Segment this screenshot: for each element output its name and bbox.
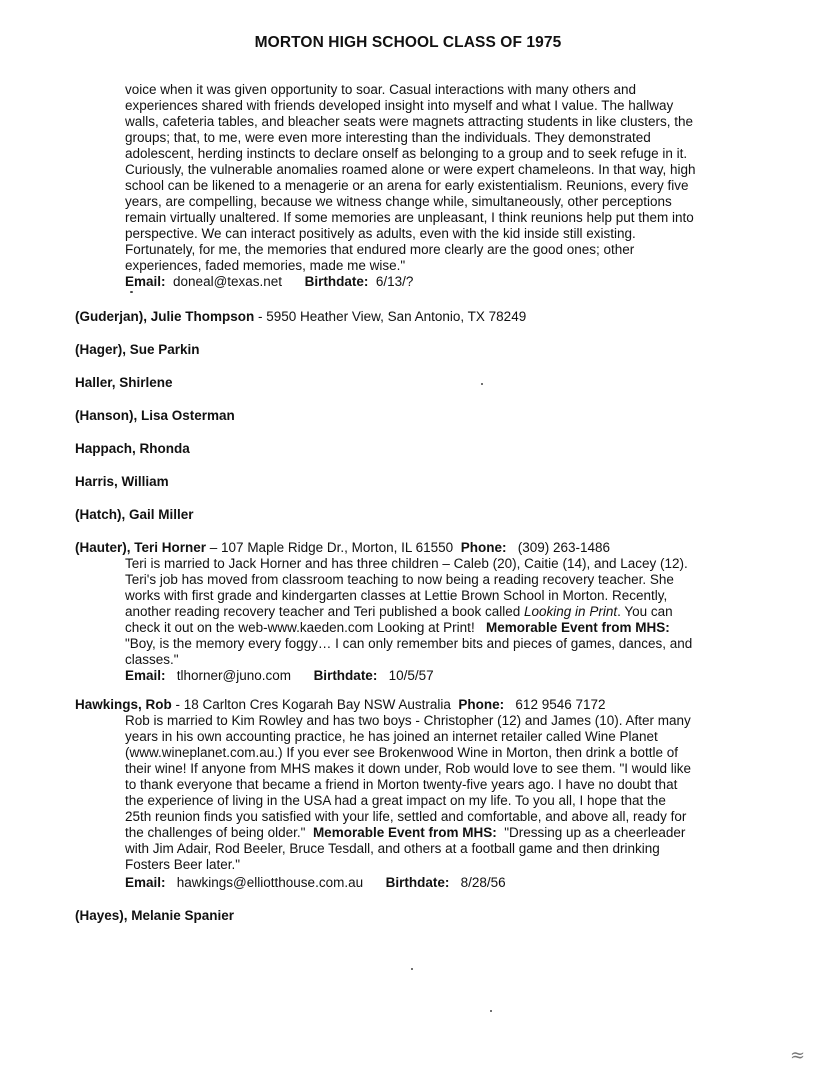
bio-text: . You can (617, 604, 673, 619)
entry-happach (75, 441, 735, 457)
bio-line: to thank everyone that became a friend in Morton twenty-five years ago. I have no doubt that (125, 777, 678, 792)
entry-hawkings (75, 697, 735, 891)
entry-name: (Hager), Sue Parkin (75, 342, 200, 357)
phone-label: Phone: (460, 540, 507, 555)
book-title: Looking in Print (524, 604, 618, 619)
bio-line: Fosters Beer later." (125, 857, 241, 872)
entry-name: (Hayes), Melanie Spanier (75, 908, 235, 923)
continued-testimonial (75, 82, 735, 290)
contact-line (125, 274, 735, 290)
testimonial-line: Curiously, the vulnerable anomalies roamed alone or were expert chameleons. In that way, high (125, 162, 696, 177)
entry-name: Happach, Rhonda (75, 441, 190, 456)
bio-line: Teri is married to Jack Horner and has three children – Caleb (20), Caitie (14), and Lacey (12). (125, 556, 688, 571)
testimonial-line: remain virtually unaltered. If some memories are unpleasant, I think reunions help put them into (125, 210, 694, 225)
pencil-mark: ≈ (790, 1045, 806, 1066)
bio-text: check it out on the web-www.kaeden.com Looking at Print! (125, 620, 486, 635)
entry-name: (Hanson), Lisa Osterman (75, 408, 235, 423)
scan-speck (130, 291, 133, 293)
testimonial-line: experiences, faded memories, made me wise." (125, 258, 406, 273)
birthdate-label: Birthdate: (385, 875, 450, 890)
scan-speck (490, 1010, 492, 1012)
testimonial-line: groups; that, to me, were even more interesting than the individuals. They demonstrated (125, 130, 651, 145)
entry-name: Harris, William (75, 474, 169, 489)
birthdate-label: Birthdate: (304, 274, 369, 289)
contact-line (125, 875, 735, 891)
bio-line: "Boy, is the memory every foggy… I can only remember bits and pieces of games, dances, and (125, 636, 693, 651)
bio-line: works with first grade and kindergarten classes at Lettie Brown School in Morton. Recently, (125, 588, 668, 603)
email-value: tlhorner@juno.com (176, 668, 292, 683)
phone-label: Phone: (458, 697, 505, 712)
scan-speck (481, 383, 483, 385)
email-value: hawkings@elliotthouse.com.au (176, 875, 364, 890)
entry-harris (75, 474, 735, 490)
bio-line (125, 604, 735, 620)
phone-value: 612 9546 7172 (515, 697, 606, 712)
testimonial-line: school can be likened to a menagerie or an arena for early existentialism. Reunions, every five (125, 178, 689, 193)
entry-bio (75, 713, 735, 891)
bio-line: the experience of living in the USA had a great impact on my life. To you all, I hope that the (125, 793, 666, 808)
memorable-event-label: Memorable Event from MHS: (485, 620, 670, 635)
phone-value: (309) 263-1486 (517, 540, 611, 555)
bio-line: (www.wineplanet.com.au.) If you ever see Brokenwood Wine in Morton, then drink a bottle of (125, 745, 679, 760)
entry-header (75, 697, 735, 713)
directory-page (75, 82, 735, 924)
testimonial-line: perspective. We can interact positively as adults, even with the kid inside still existing. (125, 226, 636, 241)
bio-line (125, 825, 735, 841)
entry-hayes (75, 908, 735, 924)
entry-header (75, 540, 735, 556)
entry-name: (Guderjan), Julie Thompson (75, 309, 255, 324)
entry-hatch (75, 507, 735, 523)
testimonial-line: voice when it was given opportunity to soar. Casual interactions with many others and (125, 82, 637, 97)
email-label: Email: (125, 875, 166, 890)
bio-line: 25th reunion finds you satisfied with your life, settled and comfortable, and above all, ready for (125, 809, 687, 824)
bio-line: their wine! If anyone from MHS makes it down under, Rob would love to see them. "I would like (125, 761, 692, 776)
email-value: doneal@texas.net (173, 274, 283, 289)
entry-hager (75, 342, 735, 358)
birthdate-label: Birthdate: (313, 668, 378, 683)
testimonial-line: experiences shared with friends developed insight into myself and what I value. The hallway (125, 98, 674, 113)
entry-haller (75, 375, 735, 391)
entry-hauter (75, 540, 735, 684)
bio-line (125, 620, 735, 636)
entry-address: - 5950 Heather View, San Antonio, TX 78249 (254, 309, 527, 324)
entry-bio (75, 556, 735, 684)
testimonial-line: Fortunately, for me, the memories that endured more clearly are the good ones; other (125, 242, 635, 257)
entry-name: (Hauter), Teri Horner (75, 540, 207, 555)
bio-text: "Dressing up as a cheerleader (496, 825, 686, 840)
page-title: MORTON HIGH SCHOOL CLASS OF 1975 (254, 34, 562, 51)
birthdate-value: 8/28/56 (460, 875, 506, 890)
entry-hanson (75, 408, 735, 424)
email-label: Email: (125, 274, 166, 289)
bio-line: years in his own accounting practice, he has joined an internet retailer called Wine Planet (125, 729, 658, 744)
memorable-event-label: Memorable Event from MHS: (312, 825, 497, 840)
testimonial-line: years, are compelling, because we witness change while, simultaneously, other perceptions (125, 194, 672, 209)
entry-address: - 18 Carlton Cres Kogarah Bay NSW Australia (171, 697, 451, 712)
entry-guderjan (75, 309, 735, 325)
entry-name: Haller, Shirlene (75, 375, 173, 390)
bio-line: Teri's job has moved from classroom teaching to now being a reading recovery teacher. She (125, 572, 674, 587)
entry-address: – 107 Maple Ridge Dr., Morton, IL 61550 (206, 540, 454, 555)
entry-name: (Hatch), Gail Miller (75, 507, 194, 522)
bio-text: another reading recovery teacher and Teri published a book called (125, 604, 525, 619)
birthdate-value: 10/5/57 (388, 668, 434, 683)
birthdate-value: 6/13/? (375, 274, 414, 289)
contact-line (125, 668, 735, 684)
email-label: Email: (125, 668, 166, 683)
testimonial-line: walls, cafeteria tables, and bleacher seats were magnets attracting students in like clusters, the (125, 114, 694, 129)
bio-text: the challenges of being older." (125, 825, 313, 840)
scan-speck (411, 968, 413, 970)
bio-line: with Jim Adair, Rod Beeler, Bruce Tesdall, and others at a football game and then drinking (125, 841, 660, 856)
testimonial-line: adolescent, herding instincts to declare onself as belonging to a group and to seek refuge in it. (125, 146, 688, 161)
entry-name: Hawkings, Rob (75, 697, 172, 712)
bio-line: Rob is married to Kim Rowley and has two boys - Christopher (12) and James (10). After many (125, 713, 691, 728)
bio-line: classes." (125, 652, 179, 667)
